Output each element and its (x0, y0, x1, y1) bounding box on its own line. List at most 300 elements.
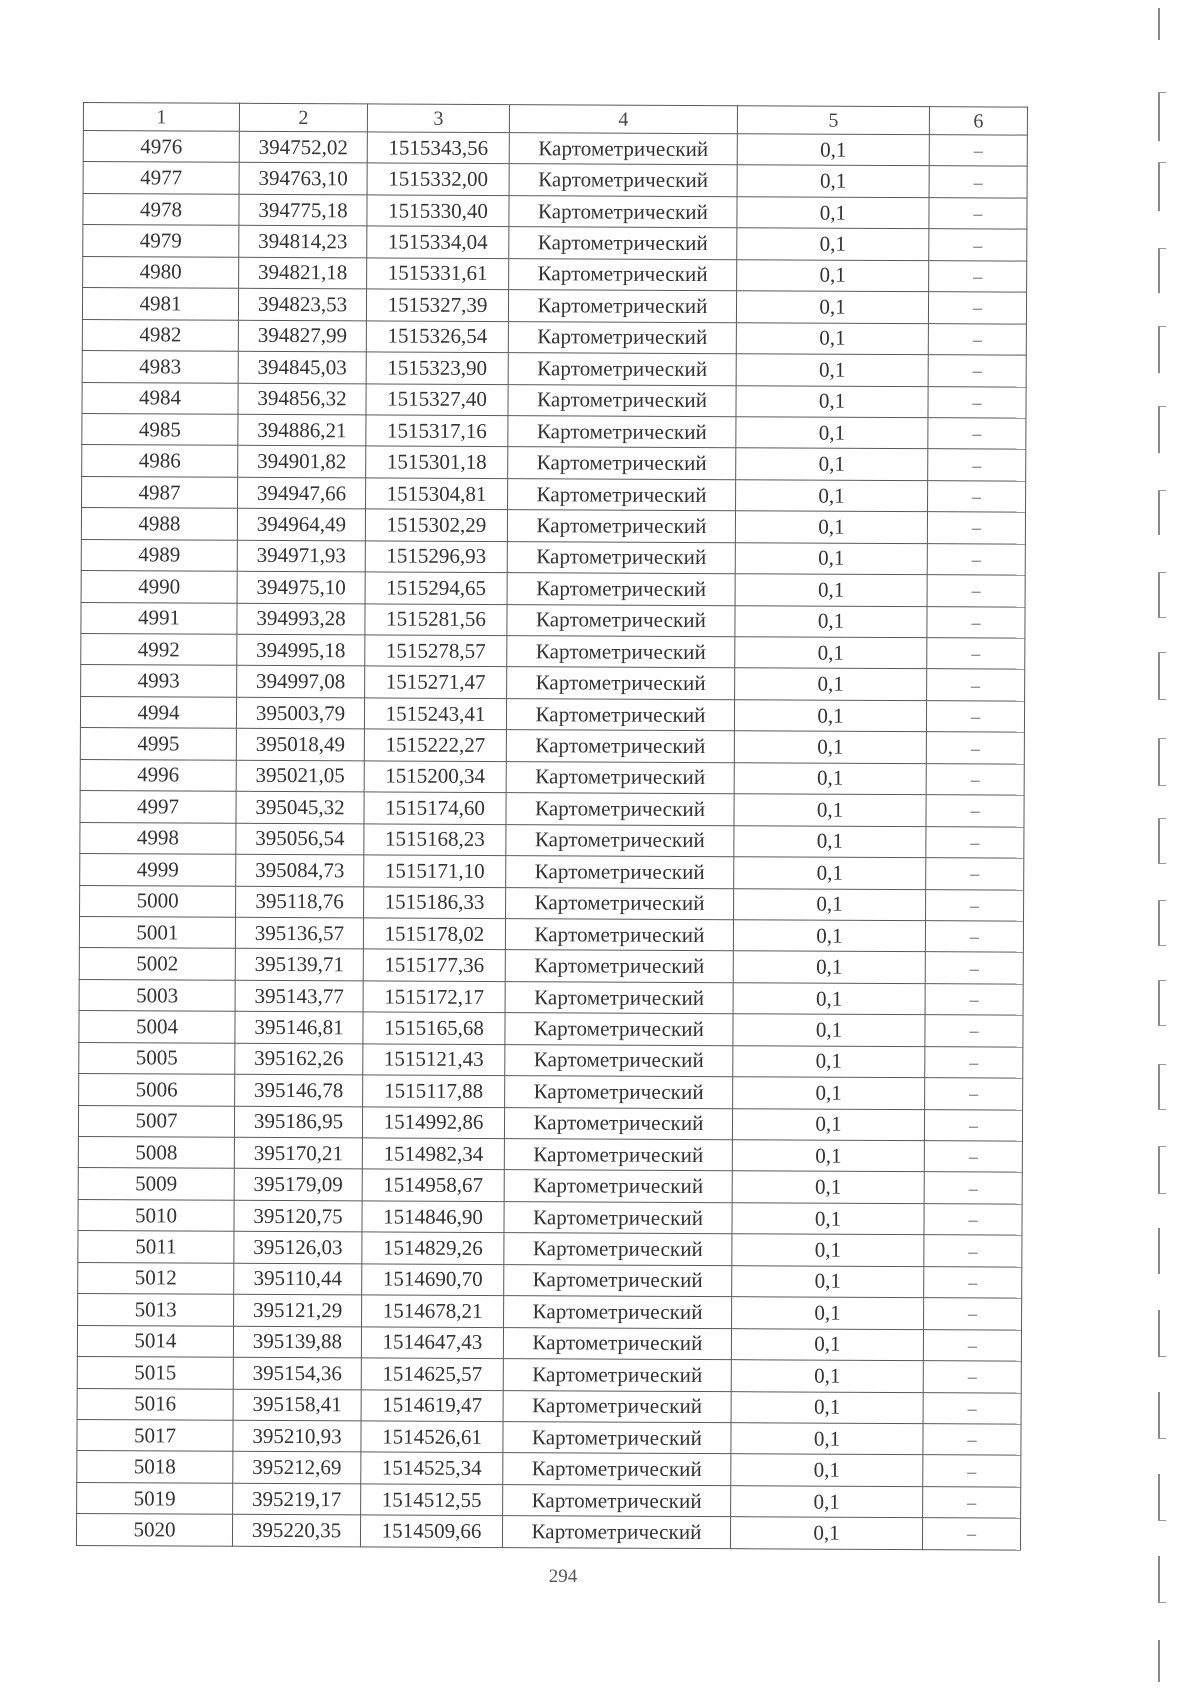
method-cell: Картометрический (504, 1170, 732, 1203)
point-number-cell: 4987 (82, 476, 238, 508)
description-cell: – (928, 386, 1026, 418)
y-coordinate-cell: 1515332,00 (367, 163, 509, 195)
y-coordinate-cell: 1515222,27 (364, 729, 506, 761)
method-cell: Картометрический (508, 478, 736, 511)
point-number-cell: 5006 (79, 1074, 235, 1106)
point-number-cell: 5000 (80, 885, 236, 917)
scan-edge-mark (1158, 1064, 1166, 1110)
y-coordinate-cell: 1515317,16 (366, 415, 508, 447)
y-coordinate-cell: 1514992,86 (362, 1106, 504, 1138)
x-coordinate-cell: 395146,81 (235, 1012, 363, 1044)
description-cell: – (923, 1455, 1021, 1487)
point-number-cell: 4988 (81, 508, 237, 540)
table-row (81, 508, 1025, 544)
description-cell: – (928, 418, 1026, 450)
point-number-cell: 5018 (77, 1451, 233, 1483)
description-cell: – (928, 480, 1026, 512)
table-row (78, 1136, 1022, 1172)
method-cell: Картометрический (506, 824, 734, 857)
x-coordinate-cell: 394975,10 (237, 571, 365, 603)
table-row (79, 1074, 1023, 1110)
x-coordinate-cell: 394827,99 (238, 320, 366, 352)
table-row (80, 822, 1024, 858)
method-cell: Картометрический (509, 133, 737, 166)
description-cell: – (923, 1392, 1021, 1424)
table-row (80, 696, 1024, 732)
table-row (77, 1482, 1021, 1518)
x-coordinate-cell: 395212,69 (233, 1452, 361, 1484)
y-coordinate-cell: 1514512,55 (361, 1484, 503, 1516)
accuracy-cell: 0,1 (731, 1485, 923, 1517)
accuracy-cell: 0,1 (737, 197, 929, 229)
point-number-cell: 4976 (83, 131, 239, 163)
point-number-cell: 5015 (77, 1357, 233, 1389)
description-cell: – (928, 355, 1026, 387)
point-number-cell: 4997 (80, 791, 236, 823)
method-cell: Картометрический (509, 258, 737, 291)
description-cell: – (923, 1361, 1021, 1393)
point-number-cell: 5002 (79, 948, 235, 980)
accuracy-cell: 0,1 (734, 794, 926, 826)
description-cell: – (924, 1203, 1022, 1235)
method-cell: Картометрический (503, 1390, 731, 1423)
point-number-cell: 4977 (83, 162, 239, 194)
accuracy-cell: 0,1 (737, 228, 929, 260)
accuracy-cell: 0,1 (736, 417, 928, 449)
method-cell: Картометрический (505, 1044, 733, 1077)
y-coordinate-cell: 1515177,36 (363, 949, 505, 981)
accuracy-cell: 0,1 (733, 983, 925, 1015)
scan-edge-mark (1158, 1146, 1166, 1194)
y-coordinate-cell: 1515271,47 (365, 666, 507, 698)
table-row (77, 1451, 1021, 1487)
table-row (79, 1042, 1023, 1078)
table-row (82, 476, 1026, 512)
accuracy-cell: 0,1 (735, 511, 927, 543)
description-cell: – (929, 166, 1027, 198)
table-row (82, 319, 1026, 355)
x-coordinate-cell: 395136,57 (235, 917, 363, 949)
point-number-cell: 5009 (78, 1168, 234, 1200)
table-row (76, 1514, 1020, 1550)
point-number-cell: 4996 (80, 759, 236, 791)
accuracy-cell: 0,1 (734, 762, 926, 794)
method-cell: Картометрический (508, 447, 736, 480)
description-cell: – (929, 260, 1027, 292)
method-cell: Картометрический (507, 541, 735, 574)
table-row (77, 1419, 1021, 1455)
point-number-cell: 5007 (78, 1105, 234, 1137)
y-coordinate-cell: 1515243,41 (364, 698, 506, 730)
scan-edge-mark (1158, 738, 1166, 786)
table-row (78, 1105, 1022, 1141)
table-row (77, 1388, 1021, 1424)
x-coordinate-cell: 394775,18 (239, 194, 367, 226)
table-row (78, 1231, 1022, 1267)
accuracy-cell: 0,1 (733, 920, 925, 952)
x-coordinate-cell: 395170,21 (234, 1137, 362, 1169)
accuracy-cell: 0,1 (735, 574, 927, 606)
method-cell: Картометрический (506, 856, 734, 889)
point-number-cell: 4994 (80, 696, 236, 728)
y-coordinate-cell: 1514829,26 (362, 1232, 504, 1264)
table-row (82, 445, 1026, 481)
method-cell: Картометрический (507, 604, 735, 637)
y-coordinate-cell: 1515327,40 (366, 383, 508, 415)
point-number-cell: 5017 (77, 1419, 233, 1451)
accuracy-cell: 0,1 (732, 1140, 924, 1172)
x-coordinate-cell: 395154,36 (233, 1357, 361, 1389)
point-number-cell: 5010 (78, 1199, 234, 1231)
scan-edge-mark (1158, 1640, 1166, 1682)
y-coordinate-cell: 1515302,29 (365, 509, 507, 541)
y-coordinate-cell: 1515178,02 (363, 918, 505, 950)
method-cell: Картометрический (508, 321, 736, 354)
accuracy-cell: 0,1 (731, 1423, 923, 1455)
accuracy-cell: 0,1 (734, 857, 926, 889)
x-coordinate-cell: 395162,26 (235, 1043, 363, 1075)
description-cell: – (923, 1424, 1021, 1456)
y-coordinate-cell: 1515174,60 (364, 792, 506, 824)
table-row (80, 728, 1024, 764)
y-coordinate-cell: 1515294,65 (365, 572, 507, 604)
point-number-cell: 4993 (81, 665, 237, 697)
description-cell: – (928, 323, 1026, 355)
accuracy-cell: 0,1 (731, 1360, 923, 1392)
scan-edge-mark (1158, 490, 1166, 535)
y-coordinate-cell: 1514509,66 (360, 1515, 502, 1547)
point-number-cell: 5008 (78, 1136, 234, 1168)
point-number-cell: 5001 (79, 916, 235, 948)
y-coordinate-cell: 1515327,39 (366, 289, 508, 321)
column-header-4: 4 (509, 105, 737, 134)
column-header-6: 6 (929, 107, 1027, 135)
scan-edge-mark (1158, 1228, 1166, 1274)
method-cell: Картометрический (503, 1359, 731, 1392)
x-coordinate-cell: 394997,08 (237, 666, 365, 698)
method-cell: Картометрический (504, 1233, 732, 1266)
y-coordinate-cell: 1515301,18 (366, 446, 508, 478)
x-coordinate-cell: 394823,53 (238, 288, 366, 320)
scan-edge-mark (1158, 248, 1166, 293)
method-cell: Картометрический (505, 919, 733, 952)
x-coordinate-cell: 395146,78 (235, 1074, 363, 1106)
accuracy-cell: 0,1 (737, 134, 929, 166)
scan-edge-mark (1158, 162, 1166, 211)
method-cell: Картометрический (504, 1264, 732, 1297)
description-cell: – (927, 575, 1025, 607)
description-cell: – (926, 763, 1024, 795)
description-cell: – (924, 1266, 1022, 1298)
x-coordinate-cell: 394856,32 (238, 383, 366, 415)
accuracy-cell: 0,1 (733, 951, 925, 983)
y-coordinate-cell: 1515278,57 (365, 635, 507, 667)
method-cell: Картометрический (505, 1076, 733, 1109)
description-cell: – (925, 1078, 1023, 1110)
point-number-cell: 4995 (80, 728, 236, 760)
point-number-cell: 5012 (78, 1262, 234, 1294)
y-coordinate-cell: 1515171,10 (364, 855, 506, 887)
accuracy-cell: 0,1 (733, 1014, 925, 1046)
x-coordinate-cell: 394763,10 (239, 163, 367, 195)
accuracy-cell: 0,1 (733, 1045, 925, 1077)
scan-edge-mark (1158, 8, 1166, 40)
table-row (80, 885, 1024, 921)
column-header-5: 5 (737, 106, 929, 135)
table-row (82, 413, 1026, 449)
coordinates-table (76, 102, 1028, 1550)
description-cell: – (925, 983, 1023, 1015)
accuracy-cell: 0,1 (732, 1171, 924, 1203)
method-cell: Картометрический (508, 353, 736, 386)
y-coordinate-cell: 1515343,56 (367, 132, 509, 164)
x-coordinate-cell: 395143,77 (235, 980, 363, 1012)
x-coordinate-cell: 395139,88 (233, 1326, 361, 1358)
description-cell: – (924, 1298, 1022, 1330)
scan-edge-mark (1158, 1556, 1166, 1603)
x-coordinate-cell: 395121,29 (234, 1294, 362, 1326)
description-cell: – (924, 1172, 1022, 1204)
column-header-2: 2 (239, 103, 367, 132)
table-row (79, 1011, 1023, 1047)
page-number: 294 (548, 1566, 578, 1587)
x-coordinate-cell: 394993,28 (237, 603, 365, 635)
accuracy-cell: 0,1 (734, 825, 926, 857)
description-cell: – (926, 858, 1024, 890)
accuracy-cell: 0,1 (737, 165, 929, 197)
description-cell: – (925, 1046, 1023, 1078)
description-cell: – (922, 1518, 1020, 1550)
y-coordinate-cell: 1514690,70 (362, 1264, 504, 1296)
accuracy-cell: 0,1 (731, 1391, 923, 1423)
description-cell: – (929, 229, 1027, 261)
method-cell: Картометрический (505, 1013, 733, 1046)
x-coordinate-cell: 394995,18 (237, 634, 365, 666)
x-coordinate-cell: 394886,21 (238, 414, 366, 446)
method-cell: Картометрический (506, 793, 734, 826)
scan-edge-mark (1158, 980, 1166, 1026)
table-row (77, 1357, 1021, 1393)
accuracy-cell: 0,1 (734, 731, 926, 763)
y-coordinate-cell: 1515326,54 (366, 321, 508, 353)
table-row (79, 979, 1023, 1015)
description-cell: – (928, 449, 1026, 481)
point-number-cell: 5019 (77, 1482, 233, 1514)
table-row (78, 1294, 1022, 1330)
method-cell: Картометрический (506, 761, 734, 794)
accuracy-cell: 0,1 (735, 637, 927, 669)
accuracy-cell: 0,1 (736, 385, 928, 417)
table-row (83, 162, 1027, 198)
point-number-cell: 5016 (77, 1388, 233, 1420)
x-coordinate-cell: 395210,93 (233, 1420, 361, 1452)
method-cell: Картометрический (504, 1201, 732, 1234)
y-coordinate-cell: 1515296,93 (365, 541, 507, 573)
accuracy-cell: 0,1 (731, 1454, 923, 1486)
description-cell: – (927, 606, 1025, 638)
point-number-cell: 4979 (83, 225, 239, 257)
accuracy-cell: 0,1 (734, 700, 926, 732)
scan-edge-mark (1158, 326, 1166, 373)
scan-edge-mark (1158, 1392, 1166, 1439)
description-cell: – (927, 543, 1025, 575)
method-cell: Картометрический (503, 1453, 731, 1486)
x-coordinate-cell: 395056,54 (236, 823, 364, 855)
point-number-cell: 5004 (79, 1011, 235, 1043)
x-coordinate-cell: 395126,03 (234, 1232, 362, 1264)
table-body (76, 131, 1027, 1550)
point-number-cell: 4982 (82, 319, 238, 351)
column-header-3: 3 (367, 104, 509, 133)
point-number-cell: 5013 (78, 1294, 234, 1326)
table-row (83, 225, 1027, 261)
point-number-cell: 5011 (78, 1231, 234, 1263)
y-coordinate-cell: 1514647,43 (361, 1327, 503, 1359)
method-cell: Картометрический (506, 698, 734, 731)
point-number-cell: 4981 (82, 288, 238, 320)
accuracy-cell: 0,1 (732, 1108, 924, 1140)
table-row (80, 854, 1024, 890)
accuracy-cell: 0,1 (732, 1234, 924, 1266)
accuracy-cell: 0,1 (730, 1517, 922, 1549)
method-cell: Картометрический (503, 1484, 731, 1517)
table-row (79, 948, 1023, 984)
y-coordinate-cell: 1514982,34 (362, 1138, 504, 1170)
y-coordinate-cell: 1515304,81 (366, 478, 508, 510)
table-row (81, 539, 1025, 575)
x-coordinate-cell: 394814,23 (239, 226, 367, 258)
y-coordinate-cell: 1515200,34 (364, 761, 506, 793)
method-cell: Картометрический (507, 667, 735, 700)
column-header-1: 1 (83, 103, 239, 132)
x-coordinate-cell: 395179,09 (234, 1169, 362, 1201)
table-row (78, 1262, 1022, 1298)
y-coordinate-cell: 1514525,34 (361, 1452, 503, 1484)
method-cell: Картометрический (509, 227, 737, 260)
x-coordinate-cell: 395186,95 (234, 1106, 362, 1138)
x-coordinate-cell: 395045,32 (236, 791, 364, 823)
x-coordinate-cell: 395110,44 (234, 1263, 362, 1295)
method-cell: Картометрический (508, 416, 736, 449)
point-number-cell: 4989 (81, 539, 237, 571)
description-cell: – (924, 1141, 1022, 1173)
table-row (81, 633, 1025, 669)
y-coordinate-cell: 1515330,40 (367, 195, 509, 227)
point-number-cell: 4990 (81, 571, 237, 603)
accuracy-cell: 0,1 (736, 448, 928, 480)
description-cell: – (925, 952, 1023, 984)
x-coordinate-cell: 394971,93 (237, 540, 365, 572)
y-coordinate-cell: 1515165,68 (363, 1012, 505, 1044)
y-coordinate-cell: 1515281,56 (365, 603, 507, 635)
x-coordinate-cell: 395120,75 (234, 1200, 362, 1232)
y-coordinate-cell: 1515334,04 (367, 226, 509, 258)
point-number-cell: 4980 (83, 256, 239, 288)
accuracy-cell: 0,1 (736, 354, 928, 386)
table-row (82, 351, 1026, 387)
accuracy-cell: 0,1 (734, 888, 926, 920)
method-cell: Картометрический (506, 887, 734, 920)
x-coordinate-cell: 395158,41 (233, 1389, 361, 1421)
y-coordinate-cell: 1514526,61 (361, 1421, 503, 1453)
description-cell: – (929, 198, 1027, 230)
accuracy-cell: 0,1 (732, 1265, 924, 1297)
table-row (83, 256, 1027, 292)
y-coordinate-cell: 1515331,61 (367, 258, 509, 290)
y-coordinate-cell: 1514958,67 (362, 1169, 504, 1201)
table-row (81, 602, 1025, 638)
description-cell: – (926, 732, 1024, 764)
description-cell: – (927, 669, 1025, 701)
x-coordinate-cell: 394964,49 (237, 509, 365, 541)
scan-edge-mark (1158, 572, 1166, 618)
description-cell: – (923, 1329, 1021, 1361)
point-number-cell: 5020 (76, 1514, 232, 1546)
y-coordinate-cell: 1515121,43 (363, 1044, 505, 1076)
accuracy-cell: 0,1 (732, 1203, 924, 1235)
table-row (80, 759, 1024, 795)
y-coordinate-cell: 1514846,90 (362, 1201, 504, 1233)
description-cell: – (925, 921, 1023, 953)
method-cell: Картометрический (507, 636, 735, 669)
point-number-cell: 5005 (79, 1042, 235, 1074)
scan-edge-mark (1158, 652, 1166, 700)
method-cell: Картометрический (507, 510, 735, 543)
y-coordinate-cell: 1515117,88 (363, 1075, 505, 1107)
scan-edge-mark (1158, 92, 1166, 141)
method-cell: Картометрический (508, 384, 736, 417)
method-cell: Картометрический (508, 290, 736, 323)
x-coordinate-cell: 395220,35 (232, 1514, 360, 1546)
method-cell: Картометрический (507, 573, 735, 606)
description-cell: – (924, 1235, 1022, 1267)
method-cell: Картометрический (502, 1516, 730, 1549)
point-number-cell: 4983 (82, 351, 238, 383)
table-row (83, 193, 1027, 229)
method-cell: Картометрический (504, 1296, 732, 1329)
point-number-cell: 4978 (83, 193, 239, 225)
description-cell: – (928, 292, 1026, 324)
point-number-cell: 4992 (81, 633, 237, 665)
x-coordinate-cell: 394947,66 (238, 477, 366, 509)
scan-edge-mark (1158, 1310, 1166, 1357)
method-cell: Картометрический (505, 950, 733, 983)
x-coordinate-cell: 395084,73 (236, 854, 364, 886)
table-row (78, 1199, 1022, 1235)
table-row (82, 382, 1026, 418)
point-number-cell: 4985 (82, 413, 238, 445)
accuracy-cell: 0,1 (735, 605, 927, 637)
table-row (77, 1325, 1021, 1361)
y-coordinate-cell: 1515323,90 (366, 352, 508, 384)
y-coordinate-cell: 1514619,47 (361, 1389, 503, 1421)
description-cell: – (926, 701, 1024, 733)
x-coordinate-cell: 395021,05 (236, 760, 364, 792)
x-coordinate-cell: 395003,79 (236, 697, 364, 729)
description-cell: – (926, 889, 1024, 921)
accuracy-cell: 0,1 (731, 1328, 923, 1360)
description-cell: – (926, 795, 1024, 827)
table-row (81, 571, 1025, 607)
method-cell: Картометрический (509, 195, 737, 228)
accuracy-cell: 0,1 (735, 542, 927, 574)
method-cell: Картометрический (504, 1139, 732, 1172)
description-cell: – (925, 1015, 1023, 1047)
x-coordinate-cell: 395018,49 (236, 729, 364, 761)
scan-edge-mark (1158, 406, 1166, 453)
table-row (79, 916, 1023, 952)
accuracy-cell: 0,1 (736, 480, 928, 512)
